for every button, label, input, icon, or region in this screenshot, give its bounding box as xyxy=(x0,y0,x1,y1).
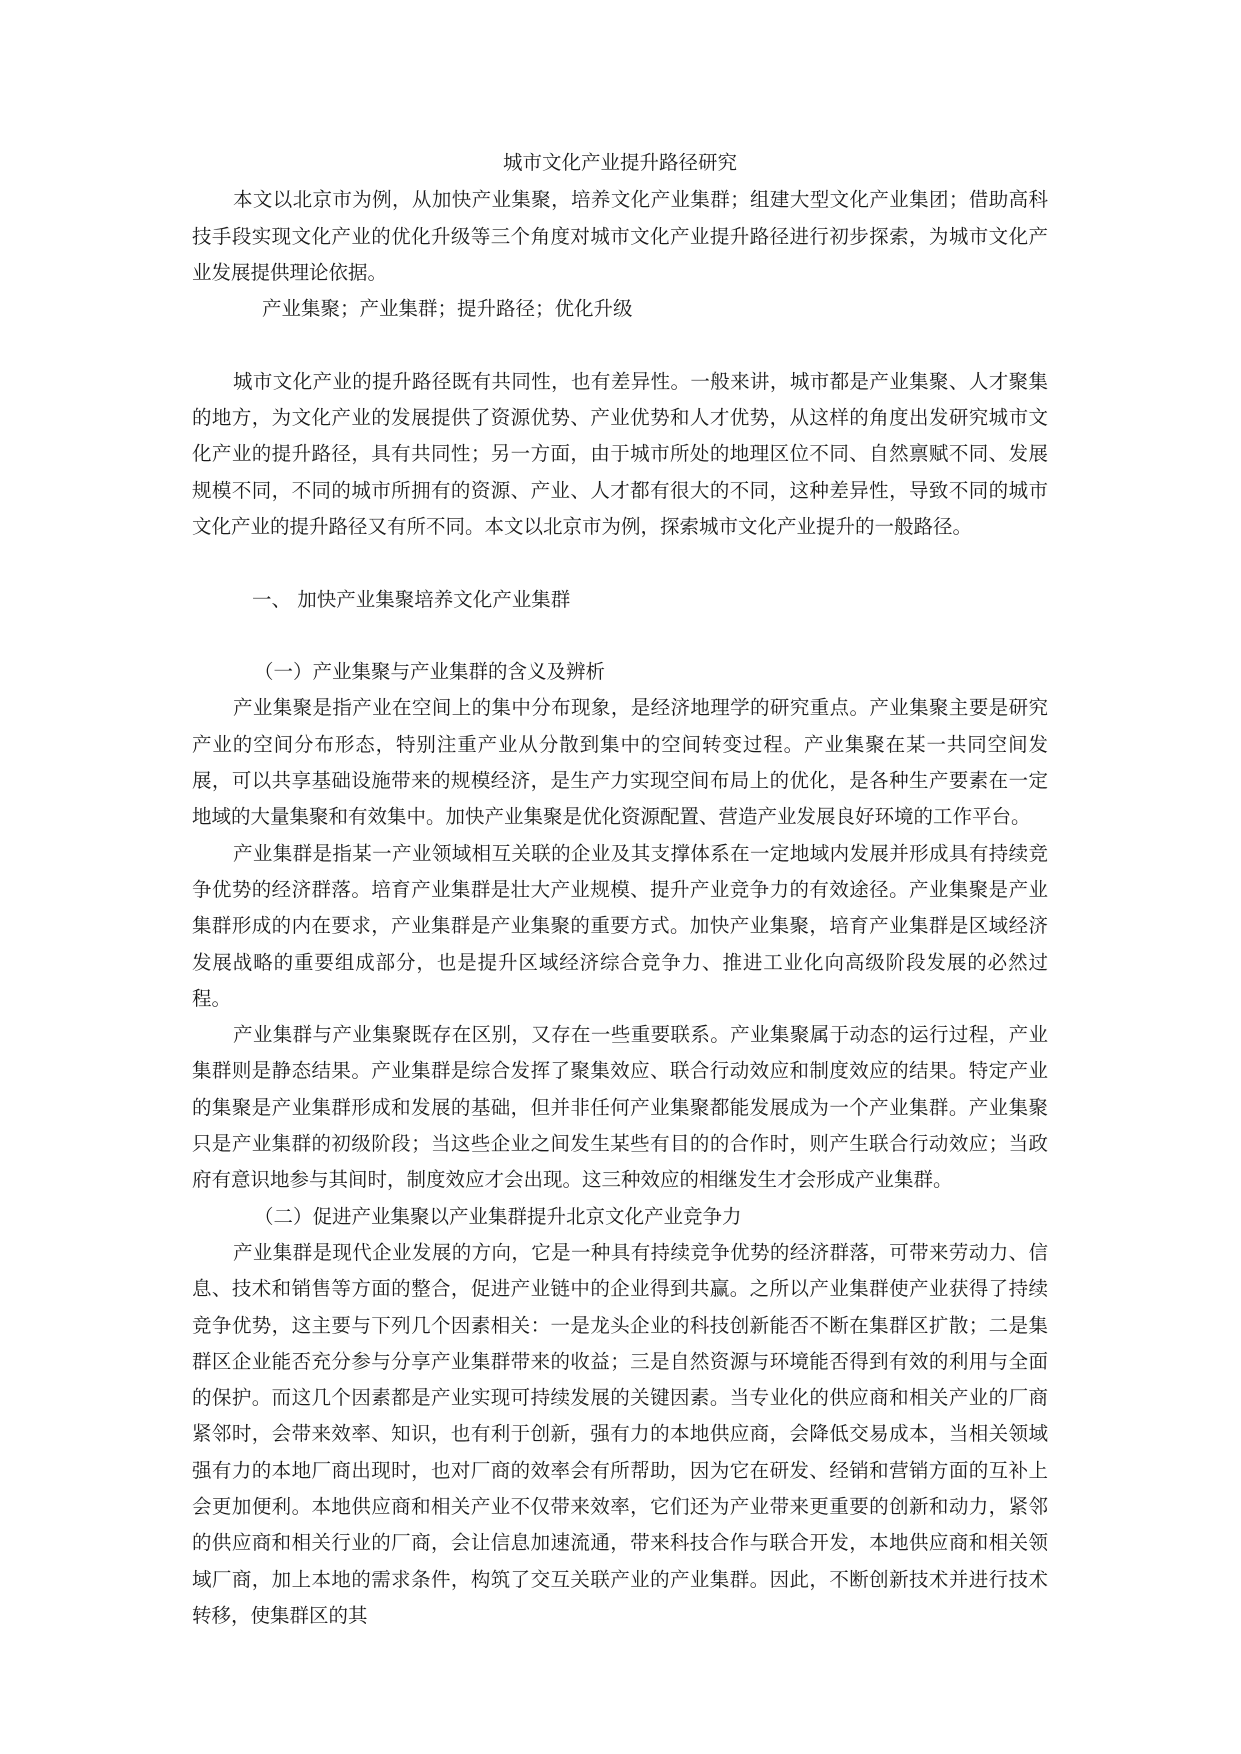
body-paragraph: 产业集群是指某一产业领域相互关联的企业及其支撑体系在一定地域内发展并形成具有持续竞争优势的经济群落。培育产业集群是壮大产业规模、提升产业竞争力的有效途径。产业集聚是产业集群形成的内在要求，产业集群是产业集聚的重要方式。加快产业集聚，培育产业集群是区域经济发展战略的重要组成部分，也是提升区域经济综合竞争力、推进工业化向高级阶段发展的必然过程。 xyxy=(192,841,1048,1010)
intro-paragraph: 城市文化产业的提升路径既有共同性，也有差异性。一般来讲，城市都是产业集聚、人才聚集的地方，为文化产业的发展提供了资源优势、产业优势和人才优势，从这样的角度出发研究城市文化产业的提升路径，具有共同性；另一方面，由于城市所处的地理区位不同、自然禀赋不同、发展规模不同，不同的城市所拥有的资源、产业、人才都有很大的不同，这种差异性，导致不同的城市文化产业的提升路径又有所不同。本文以北京市为例，探索城市文化产业提升的一般路径。 xyxy=(192,369,1048,538)
document-page xyxy=(192,145,1048,1634)
body-paragraph: 产业集群与产业集聚既存在区别，又存在一些重要联系。产业集聚属于动态的运行过程，产业集群则是静态结果。产业集群是综合发挥了聚集效应、联合行动效应和制度效应的结果。特定产业的集聚是产业集群形成和发展的基础，但并非任何产业集聚都能发展成为一个产业集群。产业集聚只是产业集群的初级阶段；当这些企业之间发生某些有目的的合作时，则产生联合行动效应；当政府有意识地参与其间时，制度效应才会出现。这三种效应的相继发生才会形成产业集群。 xyxy=(192,1023,1048,1192)
blank-line xyxy=(192,327,1048,363)
blank-line xyxy=(192,545,1048,581)
section-heading-1: 一、 加快产业集聚培养文化产业集群 xyxy=(252,587,571,611)
subsection-heading-1: （一）产业集聚与产业集群的含义及辨析 xyxy=(254,660,606,684)
body-paragraph: 产业集群是现代企业发展的方向，它是一种具有持续竞争优势的经济群落，可带来劳动力、信息、技术和销售等方面的整合，促进产业链中的企业得到共赢。之所以产业集群使产业获得了持续竞争优势，这主要与下列几个因素相关：一是龙头企业的科技创新能否不断在集群区扩散；二是集群区企业能否充分参与分享产业集群带来的收益；三是自然资源与环境能否得到有效的利用与全面的保护。而这几个因素都是产业实现可持续发展的关键因素。当专业化的供应商和相关产业的厂商紧邻时，会带来效率、知识，也有利于创新，强有力的本地供应商，会降低交易成本，当相关领域强有力的本地厂商出现时，也对厂商的效率会有所帮助，因为它在研发、经销和营销方面的互补上会更加便利。本地供应商和相关产业不仅带来效率，它们还为产业带来更重要的创新和动力，紧邻的供应商和相关行业的厂商，会让信息加速流通，带来科技合作与联合开发，本地供应商和相关领域厂商，加上本地的需求条件，构筑了交互关联产业的产业集群。因此，不断创新技术并进行技术转移，使集群区的其 xyxy=(192,1240,1048,1627)
subsection-heading-2: （二）促进产业集聚以产业集群提升北京文化产业竞争力 xyxy=(254,1204,742,1228)
blank-line xyxy=(192,618,1048,654)
document-title: 城市文化产业提升路径研究 xyxy=(502,151,737,174)
body-paragraph: 产业集聚是指产业在空间上的集中分布现象，是经济地理学的研究重点。产业集聚主要是研究产业的空间分布形态，特别注重产业从分散到集中的空间转变过程。产业集聚在某一共同空间发展，可以共享基础设施带来的规模经济，是生产力实现空间布局上的优化，是各种生产要素在一定地域的大量集聚和有效集中。加快产业集聚是优化资源配置、营造产业发展良好环境的工作平台。 xyxy=(192,696,1048,829)
keywords-line: 产业集聚；产业集群；提升路径；优化升级 xyxy=(262,297,633,321)
abstract-paragraph: 本文以北京市为例，从加快产业集聚，培养文化产业集群；组建大型文化产业集团；借助高科技手段实现文化产业的优化升级等三个角度对城市文化产业提升路径进行初步探索，为城市文化产业发展提供理论依据。 xyxy=(192,188,1048,284)
